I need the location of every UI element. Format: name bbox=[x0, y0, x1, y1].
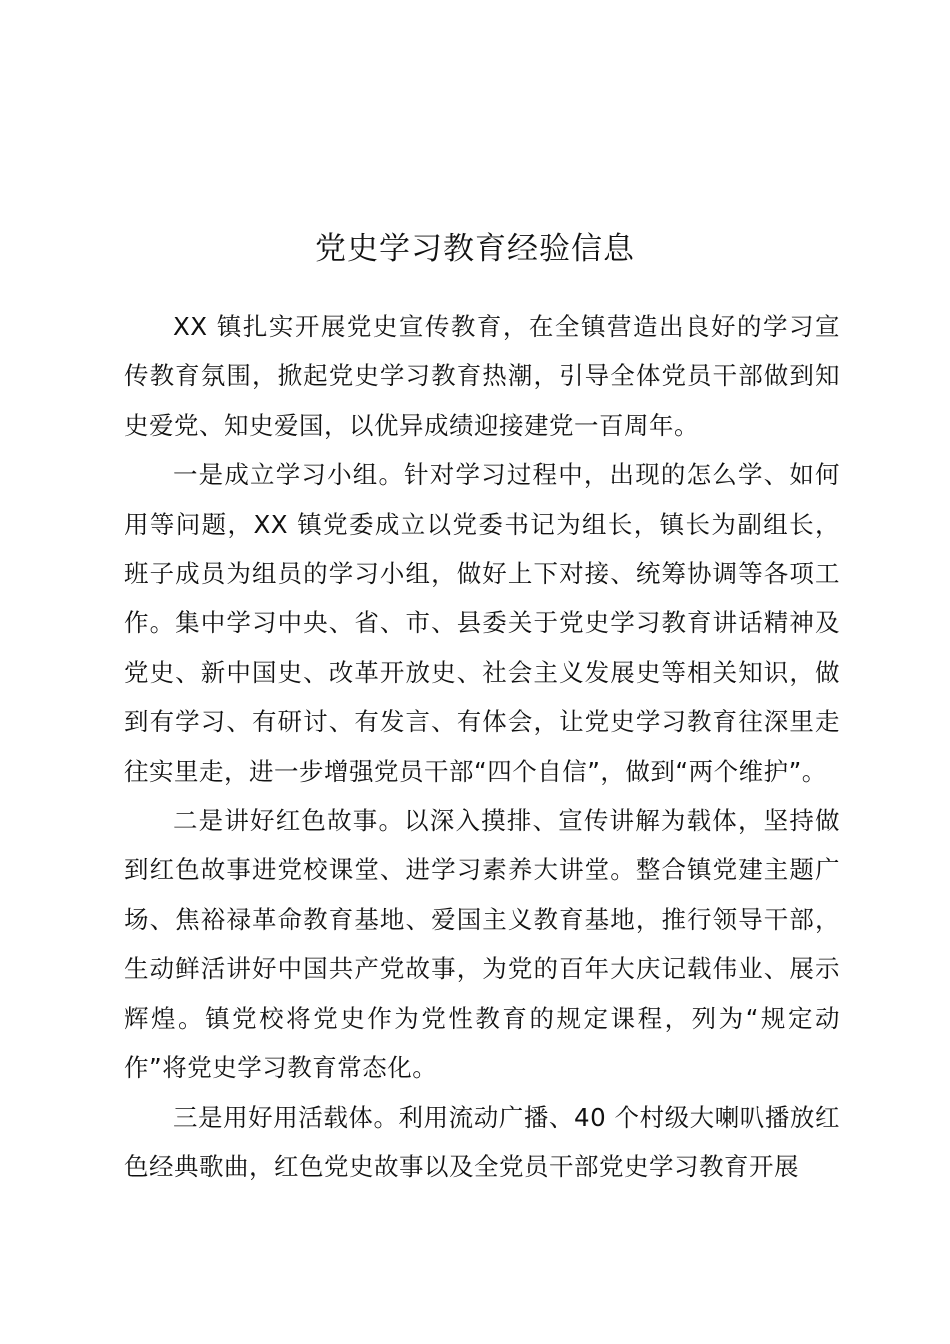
paragraph-study-group: 一是成立学习小组。针对学习过程中，出现的怎么学、如何用等问题，XX 镇党委成立以党委书记为组长，镇长为副组长，班子成员为组员的学习小组，做好上下对接、统筹协调等各项工作。集中学习中央、省、市、县委关于党史学习教育讲话精神及党史、新中国史、改革开放史、社会主义发展史等相关知识，做到有学习、有研讨、有发言、有体会，让党史学习教育往深里走往实里走，进一步增强党员干部“四个自信”，做到“两个维护”。 bbox=[124, 460, 840, 786]
document-body bbox=[124, 302, 840, 1191]
document-title: 党史学习教育经验信息 bbox=[315, 231, 635, 267]
paragraph-red-stories: 二是讲好红色故事。以深入摸排、宣传讲解为载体，坚持做到红色故事进党校课堂、进学习素养大讲堂。整合镇党建主题广场、焦裕禄革命教育基地、爱国主义教育基地，推行领导干部，生动鲜活讲好中国共产党故事，为党的百年大庆记载伟业、展示辉煌。镇党校将党史作为党性教育的规定课程，列为“规定动作”将党史学习教育常态化。 bbox=[124, 806, 840, 1083]
paragraph-carriers: 三是用好用活载体。利用流动广播、40 个村级大喇叭播放红色经典歌曲，红色党史故事以及全党员干部党史学习教育开展 bbox=[124, 1102, 840, 1181]
paragraph-intro: XX 镇扎实开展党史宣传教育，在全镇营造出良好的学习宣传教育氛围，掀起党史学习教育热潮，引导全体党员干部做到知史爱党、知史爱国，以优异成绩迎接建党一百周年。 bbox=[124, 312, 840, 440]
